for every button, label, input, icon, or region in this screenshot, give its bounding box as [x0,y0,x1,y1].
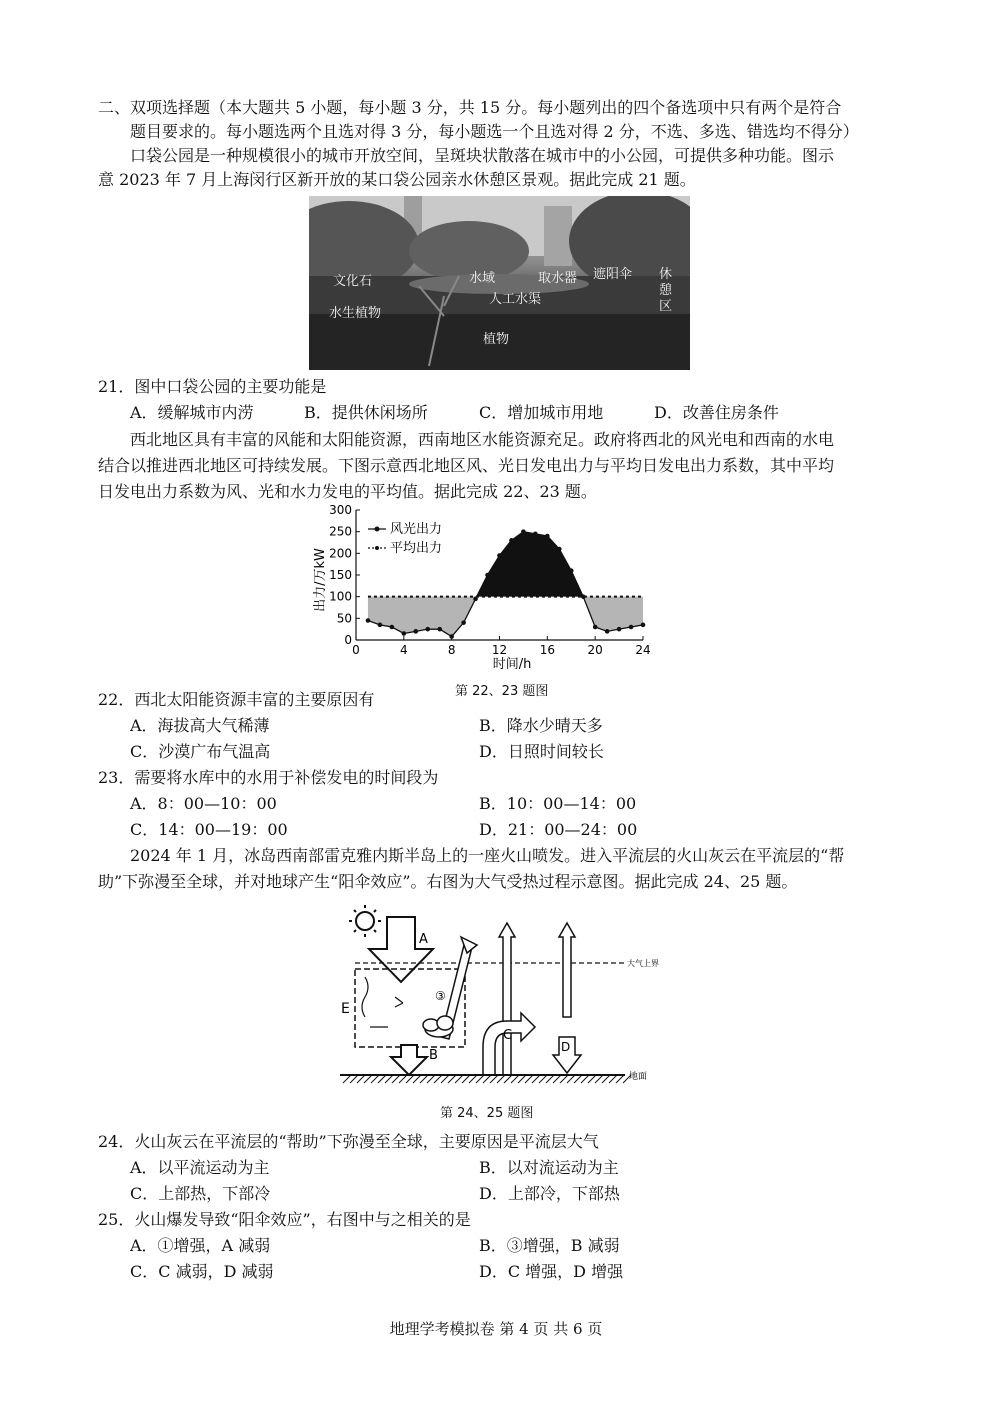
x-tick-label: 12 [491,643,508,657]
solar-wind-point [581,594,586,599]
ground-hatch-line [560,1075,568,1083]
ground-hatch [343,1075,631,1083]
ground-hatch-line [504,1075,512,1083]
solar-wind-point [617,627,622,632]
photo-label-water-area: 水域 [469,271,496,286]
solar-wind-point [473,597,478,602]
solar-wind-point [497,553,502,558]
solar-wind-point [509,538,514,543]
ground-hatch-line [462,1075,470,1083]
chart-caption: 第 22、23 题图 [455,684,549,699]
ground-hatch-line [476,1075,484,1083]
x-tick-label: 8 [447,643,456,657]
solar-wind-point [402,631,407,636]
q22-option-a: A．海拔高大气稀薄 [130,716,270,735]
ground-hatch-line [574,1075,582,1083]
ground-hatch-line [553,1075,561,1083]
y-tick-label: 0 [344,633,352,647]
legend-marker-average [375,546,379,550]
y-tick-label: 50 [336,611,352,626]
section-heading-line2: 题目要求的。每小题选两个且选对得 3 分，每小题选一个且选对得 2 分，不选、多选、错选均不得分） [130,122,859,141]
q23-option-a: A．8：00—10：00 [130,794,277,813]
intro24-line1: 2024 年 1 月，冰岛西南部雷克雅内斯半岛上的一座火山喷发。进入平流层的火山灰云在平流层的“帮 [130,846,845,865]
q25-option-b: B．③增强，B 减弱 [479,1236,620,1255]
legend-label-solar-wind: 风光出力 [390,522,443,537]
ground-hatch-line [434,1075,442,1083]
power-output-chart [310,502,670,672]
q21-option-d: D．改善住房条件 [654,403,779,422]
q24-option-a: A．以平流运动为主 [130,1158,270,1177]
solar-wind-point [437,627,442,632]
y-tick-label: 300 [329,503,352,517]
ground-hatch-line [602,1075,610,1083]
y-tick-label: 200 [329,546,352,561]
photo-label-shade: 遮阳伞 [593,267,633,282]
ground-hatch-line [420,1075,428,1083]
ground-hatch-line [483,1075,491,1083]
intro21-line1: 口袋公园是一种规模很小的城市开放空间，呈斑块状散落在城市中的小公园，可提供多种功能。图示 [130,146,835,165]
atmosphere-heating-diagram [335,897,665,1097]
solar-wind-point [533,532,538,537]
ground-hatch-line [371,1075,379,1083]
ground-hatch-line [567,1075,575,1083]
x-tick-label: 4 [400,643,408,657]
ground-hatch-line [392,1075,400,1083]
ground-hatch-line [441,1075,449,1083]
y-tick-label: 250 [329,524,352,539]
small-marks [362,977,403,1027]
arrow-up-left [499,923,515,1075]
label-b: B [429,1048,438,1063]
photo-label-aquatic-plants: 水生植物 [329,306,382,321]
label-a: A [419,932,428,947]
x-tick-label: 16 [539,643,555,657]
solar-wind-point [378,623,383,628]
ground-hatch-line [357,1075,365,1083]
intro22-line2: 结合以推进西北地区可持续发展。下图示意西北地区风、光日发电出力与平均日发电出力系数，其中平均 [98,456,835,475]
solar-wind-point [390,625,395,630]
q22-stem: 22．西北太阳能资源丰富的主要原因有 [98,690,375,709]
solar-wind-point [425,627,430,632]
q25-option-a: A．①增强，A 减弱 [130,1236,271,1255]
q23-option-d: D．21：00—24：00 [479,820,638,839]
ground-hatch-line [448,1075,456,1083]
page-footer: 地理学考模拟卷 第 4 页 共 6 页 [389,1320,603,1338]
intro22-line1: 西北地区具有丰富的风能和太阳能资源，西南地区水能资源充足。政府将西北的风光电和西南的水电 [130,430,835,449]
solar-wind-point [461,620,466,625]
photo-label-rest-2: 憩 [659,283,673,298]
q21-option-c: C．增加城市用地 [479,403,604,422]
diagram-caption: 第 24、25 题图 [440,1106,534,1121]
solar-wind-point [413,629,418,634]
ground-hatch-line [413,1075,421,1083]
ground-hatch-line [609,1075,617,1083]
ground-label: 地面 [629,1072,648,1082]
label-circle3: ③ [435,989,446,1003]
x-tick-label: 20 [587,643,603,657]
q24-option-d: D．上部冷，下部热 [479,1184,620,1203]
ground-hatch-line [525,1075,533,1083]
legend-marker-solar-wind [375,527,380,532]
photo-label-rest-3: 区 [659,299,673,314]
solar-wind-point [593,625,598,630]
ground-hatch-line [546,1075,554,1083]
intro24-line2: 助”下弥漫至全球，并对地球产生“阳伞效应”。右图为大气受热过程示意图。据此完成 24、25 题。 [98,872,798,891]
q23-option-c: C．14：00—19：00 [130,820,288,839]
ground-hatch-line [378,1075,386,1083]
solar-wind-point [521,529,526,534]
label-e: E [341,1001,350,1017]
ground-hatch-line [518,1075,526,1083]
photo-label-plants: 植物 [483,332,510,347]
pocket-park-photo [309,196,690,370]
q24-option-c: C．上部热，下部冷 [130,1184,271,1203]
solar-wind-point [485,573,490,578]
q25-option-d: D．C 增强，D 增强 [479,1262,624,1281]
ground-hatch-line [399,1075,407,1083]
ground-hatch-line [406,1075,414,1083]
q21-stem: 21．图中口袋公园的主要功能是 [98,377,327,396]
ground-hatch-line [343,1075,351,1083]
arrow-up-right [559,923,575,1017]
solar-wind-point [629,625,634,630]
q25-stem: 25．火山爆发导致“阳伞效应”，右图中与之相关的是 [98,1210,471,1229]
ground-hatch-line [616,1075,624,1083]
solar-wind-point [449,634,454,639]
q21-option-b: B．提供休闲场所 [304,403,428,422]
ground-hatch-line [385,1075,393,1083]
q24-option-b: B．以对流运动为主 [479,1158,619,1177]
solar-wind-point [557,547,562,552]
chart-ylabel: 出力/万kW [313,548,328,612]
solar-wind-point [641,623,646,628]
ground-hatch-line [595,1075,603,1083]
ground-hatch-line [539,1075,547,1083]
ground-hatch-line [490,1075,498,1083]
cloud-icon [423,1016,453,1037]
x-tick-label: 24 [635,643,651,657]
label-d: D [561,1040,571,1054]
ground-hatch-line [581,1075,589,1083]
ground-hatch-line [350,1075,358,1083]
photo-label-rest-1: 休 [659,267,673,282]
intro22-line3: 日发电出力系数为风、光和水力发电的平均值。据此完成 22、23 题。 [98,482,597,501]
solar-wind-point [605,629,610,634]
atmosphere-top-label: 大气上界 [627,959,659,968]
sun-icon [349,905,381,937]
ground-hatch-line [469,1075,477,1083]
q22-option-b: B．降水少晴天多 [479,716,603,735]
ground-hatch-line [497,1075,505,1083]
q25-option-c: C．C 减弱，D 减弱 [130,1262,274,1281]
arrow-b [391,1045,427,1075]
ground-hatch-line [364,1075,372,1083]
ground-hatch-line [455,1075,463,1083]
ground-hatch-line [532,1075,540,1083]
label-c: C [503,1028,513,1043]
q22-option-d: D．日照时间较长 [479,742,604,761]
ground-hatch-line [427,1075,435,1083]
chart-legend [368,521,442,556]
ground-hatch-line [511,1075,519,1083]
arrow-a [369,917,433,982]
q24-stem: 24．火山灰云在平流层的“帮助”下弥漫至全球，主要原因是平流层大气 [98,1132,599,1151]
y-tick-label: 150 [329,568,352,582]
q22-option-c: C．沙漠广布气温高 [130,742,271,761]
q23-option-b: B．10：00—14：00 [479,794,637,813]
solar-wind-point [545,534,550,539]
legend-label-average: 平均出力 [390,541,443,556]
photo-label-artificial-channel: 人工水渠 [489,292,542,307]
ground-hatch-line [588,1075,596,1083]
q21-option-a: A．缓解城市内涝 [130,403,254,422]
q23-stem: 23．需要将水库中的水用于补偿发电的时间段为 [98,768,439,787]
x-tick-label: 0 [352,643,360,657]
solar-wind-point [366,618,371,623]
photo-label-water-intake: 取水器 [538,271,578,286]
y-tick-label: 100 [329,589,352,604]
solar-wind-point [569,568,574,573]
section-heading-line1: 二、双项选择题（本大题共 5 小题，每小题 3 分，共 15 分。每小题列出的四个备选项中只有两个是符合 [98,98,842,117]
intro21-line2: 意 2023 年 7 月上海闵行区新开放的某口袋公园亲水休憩区景观。据此完成 21 题。 [98,170,696,189]
photo-label-culture-stone: 文化石 [333,274,373,289]
chart-xlabel: 时间/h [492,657,532,672]
